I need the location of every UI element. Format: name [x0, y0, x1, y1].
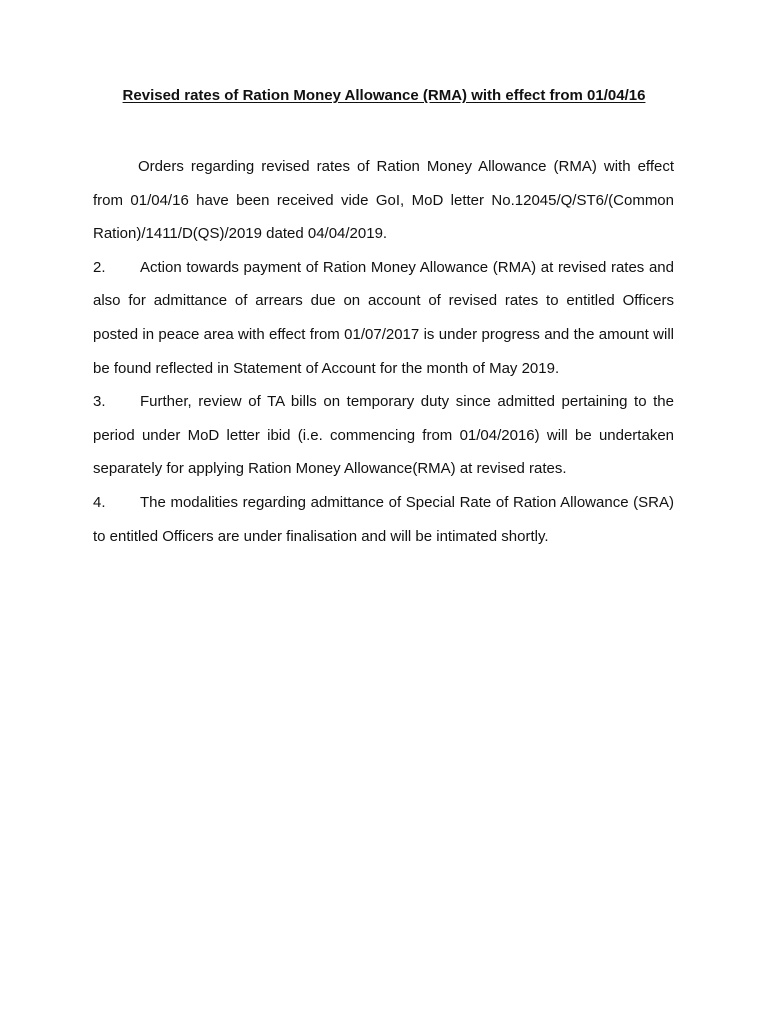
- paragraph-3: [93, 385, 674, 486]
- paragraph-2-number: 2.: [93, 258, 106, 276]
- paragraph-1: [93, 150, 674, 251]
- paragraph-3-text: Further, review of TA bills on temporary duty since admitted pertaining to the period under MoD letter ibid (i.e. commencing from 01/04/2016) will be undertaken separately for applying Ration Money Allowance(RMA) at revised rates.: [93, 393, 674, 478]
- paragraph-1-text: Orders regarding revised rates of Ration Money Allowance (RMA) with effect from 01/04/16 have been received vide GoI, MoD letter No.12045/Q/ST6/(Common Ration)/1411/D(QS)/2019 dated 04/04/2019.: [93, 158, 674, 243]
- paragraph-3-number: 3.: [93, 393, 106, 411]
- document-body: [93, 150, 674, 553]
- paragraph-2-text: Action towards payment of Ration Money Allowance (RMA) at revised rates and also for admittance of arrears due on account of revised rates to entitled Officers posted in peace area with effect from 01/07/2017 is under progress and the amount will be found reflected in Statement of Account for the month of May 2019.: [93, 258, 674, 377]
- document-title: Revised rates of Ration Money Allowance (RMA) with effect from 01/04/16: [122, 87, 646, 104]
- paragraph-4-text: The modalities regarding admittance of Special Rate of Ration Allowance (SRA) to entitled Officers are under finalisation and will be intimated shortly.: [93, 493, 674, 545]
- paragraph-4: [93, 486, 674, 553]
- paragraph-2: [93, 251, 674, 385]
- paragraph-4-number: 4.: [93, 493, 106, 511]
